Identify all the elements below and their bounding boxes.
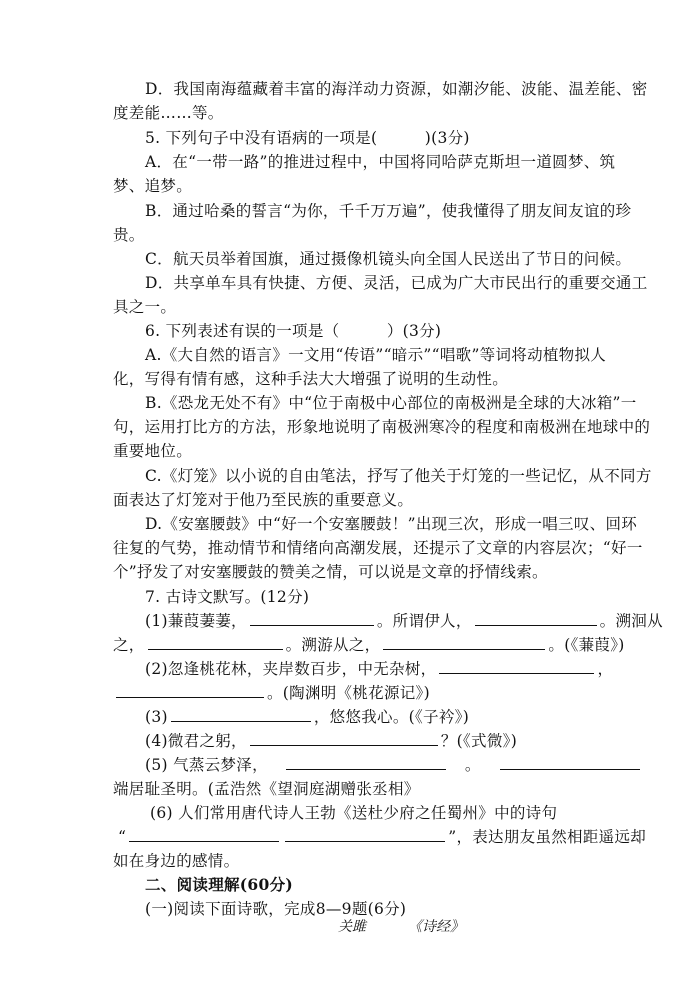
q6-option-d-line2: 往复的气势，推动情节和情绪向高潮发展，还提示了文章的内容层次；“好一: [113, 539, 643, 557]
q7-item1-line2: [113, 633, 625, 657]
q5-option-b-line1: B．通过哈桑的誓言“为你，千千万万遍”，使我懂得了朋友间友谊的珍: [145, 202, 632, 220]
q7-text: 。: [464, 756, 481, 774]
q7-text: (2)忽逢桃花林，夹岸数百步，中无杂树，: [145, 660, 437, 678]
answer-blank[interactable]: [475, 609, 597, 626]
q5-option-a-line2: 梦、追梦。: [113, 177, 193, 195]
q7-text: 。所谓伊人，: [376, 612, 472, 630]
q6-option-d-line1: D.《安塞腰鼓》中“好一个安塞腰鼓！”出现三次，形成一唱三叹、回环: [145, 515, 638, 533]
answer-blank[interactable]: [383, 633, 545, 650]
q6-option-c-line1: C.《灯笼》以小说的自由笔法，抒写了他关于灯笼的一些记忆，从不同方: [145, 467, 652, 485]
q5-option-c: C．航天员举着国旗，通过摄像机镜头向全国人民送出了节日的问候。: [145, 250, 632, 268]
answer-blank[interactable]: [116, 681, 264, 698]
q7-item3: [145, 705, 469, 729]
q7-item4: [145, 729, 517, 753]
q7-text: “: [118, 828, 127, 846]
q7-text: 之，: [113, 636, 145, 654]
q4-option-d-line2: 度差能……等。: [113, 104, 224, 122]
q7-stem: 7. 古诗文默写。(12分): [145, 588, 310, 606]
q7-text: ”，表达朋友虽然相距遥远却: [448, 828, 647, 846]
answer-blank[interactable]: [250, 609, 374, 626]
q7-text: (5) 气蒸云梦泽，: [145, 756, 268, 774]
answer-blank[interactable]: [171, 705, 311, 722]
q7-text: 。(陶渊明《桃花源记》): [267, 684, 430, 702]
q7-item2-line2: [113, 681, 430, 705]
answer-blank[interactable]: [250, 729, 438, 746]
q7-text: 。溯游从之，: [285, 636, 381, 654]
q5-option-a-line1: A．在“一带一路”的推进过程中，中国将同哈萨克斯坦一道圆梦、筑: [145, 153, 616, 171]
q6-option-b-line1: B.《恐龙无处不有》中“位于南极中心部位的南极洲是全球的大冰箱”一: [145, 394, 637, 412]
answer-blank[interactable]: [129, 825, 279, 842]
q5-option-d-line2: 具之一。: [113, 298, 177, 316]
q7-text: (1)蒹葭萋萋，: [145, 612, 247, 630]
q6-option-a-line1: A.《大自然的语言》一文用“传语”“暗示”“唱歌”等词将动植物拟人: [145, 346, 607, 364]
q7-item2-line1: [145, 657, 613, 681]
answer-blank[interactable]: [286, 753, 446, 770]
q7-item6-line2: [118, 825, 646, 849]
q7-text: (4)微君之躬，: [145, 732, 247, 750]
q5-option-b-line2: 贵。: [113, 226, 145, 244]
q5-option-d-line1: D．共享单车具有快捷、方便、灵活，已成为广大市民出行的重要交通工: [145, 274, 648, 292]
answer-blank[interactable]: [500, 753, 640, 770]
q7-text: ，: [597, 660, 614, 678]
q6-stem: 6. 下列表述有误的一项是（ ）(3分): [145, 322, 442, 340]
q5-stem: 5. 下列句子中没有语病的一项是( )(3分): [145, 129, 470, 147]
q7-text: 。溯洄从: [599, 612, 663, 630]
answer-blank[interactable]: [285, 825, 445, 842]
q7-item5-line2: 端居耻圣明。(孟浩然《望洞庭湖赠张丞相》: [113, 780, 420, 798]
q7-item6-line3: 如在身边的感情。: [113, 852, 240, 870]
q7-item6-line1: (6) 人们常用唐代诗人王勃《送杜少府之任蜀州》中的诗句: [150, 804, 558, 822]
q7-text: 。(《蒹葭》): [548, 636, 625, 654]
q6-option-c-line2: 面表达了灯笼对于他乃至民族的重要意义。: [113, 491, 414, 509]
q6-option-d-line3: 个”抒发了对安塞腰鼓的赞美之情，可以说是文章的抒情线索。: [113, 563, 548, 581]
q7-item5-line1: [145, 753, 643, 777]
q6-option-a-line2: 化，写得有情有感，这种手法大大增强了说明的生动性。: [113, 370, 509, 388]
answer-blank[interactable]: [148, 633, 283, 650]
q6-option-b-line2: 句，运用打比方的方法，形象地说明了南极洲寒冷的程度和南极洲在地球中的: [113, 418, 651, 436]
q6-option-b-line3: 重要地位。: [113, 442, 193, 460]
q7-text: ？(《式微》): [440, 732, 518, 750]
q7-text: (3): [145, 708, 168, 726]
answer-blank[interactable]: [439, 657, 594, 674]
section-2-heading: 二、阅读理解(60分): [145, 875, 294, 894]
q7-item1-line1: [145, 609, 663, 633]
subsection-1-heading: (一)阅读下面诗歌，完成8—9题(6分): [145, 900, 407, 918]
q7-text: ，悠悠我心。(《子衿》): [313, 708, 470, 726]
poem-source: 《诗经》: [408, 919, 464, 935]
poem-title: 关雎: [338, 919, 366, 935]
q4-option-d-line1: D．我国南海蕴藏着丰富的海洋动力资源，如潮汐能、波能、温差能、密: [145, 80, 648, 98]
